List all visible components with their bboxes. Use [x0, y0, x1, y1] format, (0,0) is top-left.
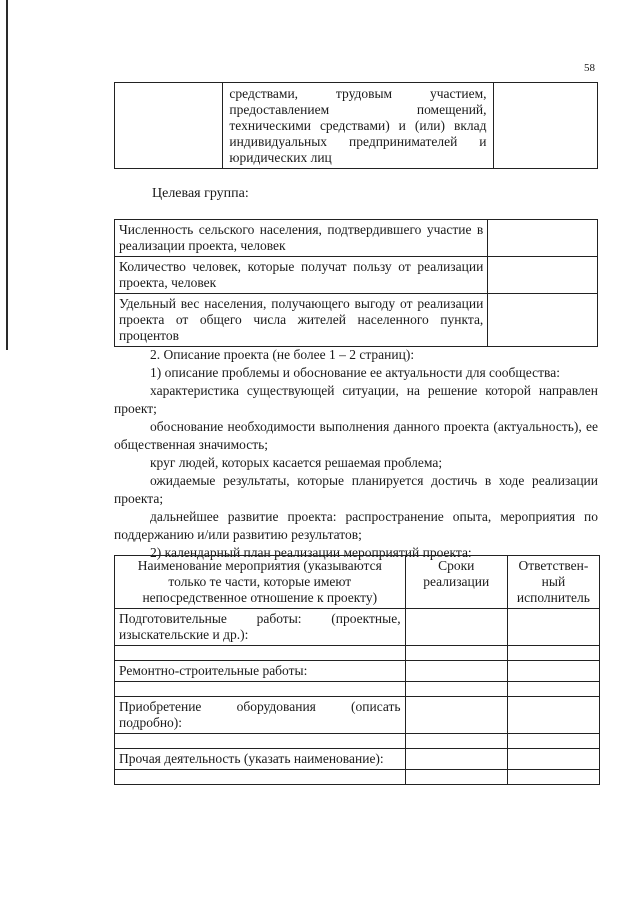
table-header-row [115, 556, 600, 609]
table-cell[interactable] [507, 749, 599, 770]
activity-category: Подготовительные работы: (проектные, изыскательские и др.): [115, 609, 406, 646]
table-cell[interactable] [115, 682, 406, 697]
target-row-value[interactable] [488, 220, 598, 257]
table-row [115, 220, 598, 257]
target-row-label: Количество человек, которые получат пользу от реализации проекта, человек [115, 257, 488, 294]
activity-category: Ремонтно-строительные работы: [115, 661, 406, 682]
table-cell [493, 83, 597, 169]
table-row [115, 770, 600, 785]
table-cell[interactable] [405, 646, 507, 661]
table-cell[interactable] [507, 770, 599, 785]
table-row [115, 609, 600, 646]
target-group-table [114, 219, 598, 347]
table-row [115, 257, 598, 294]
page-number: 58 [584, 62, 595, 74]
table-row [115, 682, 600, 697]
calendar-plan-table [114, 555, 600, 785]
table-cell[interactable] [405, 749, 507, 770]
table-cell[interactable] [405, 661, 507, 682]
table-cell[interactable] [507, 682, 599, 697]
table-cell[interactable] [405, 770, 507, 785]
project-description [114, 346, 598, 562]
table-row [115, 661, 600, 682]
target-row-value[interactable] [488, 294, 598, 347]
target-row-value[interactable] [488, 257, 598, 294]
table-cell-text: средствами, трудовым участием, предоставлением помещений, техническими средствами) и (или) вклад индивидуальных предпринимателей и юридических лиц [223, 83, 493, 169]
table-row [115, 646, 600, 661]
table-row [115, 734, 600, 749]
description-point: характеристика существующей ситуации, на решение которой направлен проект; [114, 383, 598, 416]
description-heading: 2. Описание проекта (не более 1 – 2 страниц): [150, 347, 415, 362]
description-item-1: 1) описание проблемы и обоснование ее актуальности для сообщества: [150, 365, 560, 380]
description-point: круг людей, которых касается решаемая проблема; [150, 455, 443, 470]
table-cell[interactable] [507, 697, 599, 734]
table-cell [115, 83, 223, 169]
target-row-label: Численность сельского населения, подтвердившего участие в реализации проекта, человек [115, 220, 488, 257]
column-header-dates: Сроки реализации [405, 556, 507, 609]
table-cell[interactable] [507, 609, 599, 646]
table-cell[interactable] [405, 697, 507, 734]
table-cell[interactable] [115, 770, 406, 785]
target-row-label: Удельный вес населения, получающего выгоду от реализации проекта от общего числа жителей населенного пункта, процентов [115, 294, 488, 347]
table-cell[interactable] [507, 734, 599, 749]
table-cell[interactable] [115, 646, 406, 661]
table-row [115, 749, 600, 770]
activity-category: Прочая деятельность (указать наименование): [115, 749, 406, 770]
scan-edge [6, 0, 8, 350]
target-group-heading: Целевая группа: [152, 186, 249, 201]
table-cell[interactable] [405, 609, 507, 646]
table-cell[interactable] [405, 682, 507, 697]
funding-sources-table [114, 82, 598, 169]
column-header-activity: Наименование мероприятия (указываются только те части, которые имеют непосредственное отношение к проекту) [115, 556, 406, 609]
table-cell[interactable] [507, 661, 599, 682]
table-cell[interactable] [507, 646, 599, 661]
description-point: дальнейшее развитие проекта: распространение опыта, мероприятия по поддержанию и/или развитию результатов; [114, 509, 598, 542]
table-row [115, 294, 598, 347]
table-cell[interactable] [115, 734, 406, 749]
table-row [115, 697, 600, 734]
description-point: ожидаемые результаты, которые планируется достичь в ходе реализации проекта; [114, 473, 598, 506]
activity-category: Приобретение оборудования (описать подробно): [115, 697, 406, 734]
description-point: обоснование необходимости выполнения данного проекта (актуальность), ее общественная значимость; [114, 419, 598, 452]
description-item-2: 2) календарный план реализации мероприятий проекта: [150, 545, 472, 560]
column-header-responsible: Ответствен-ный исполнитель [507, 556, 599, 609]
table-cell[interactable] [405, 734, 507, 749]
